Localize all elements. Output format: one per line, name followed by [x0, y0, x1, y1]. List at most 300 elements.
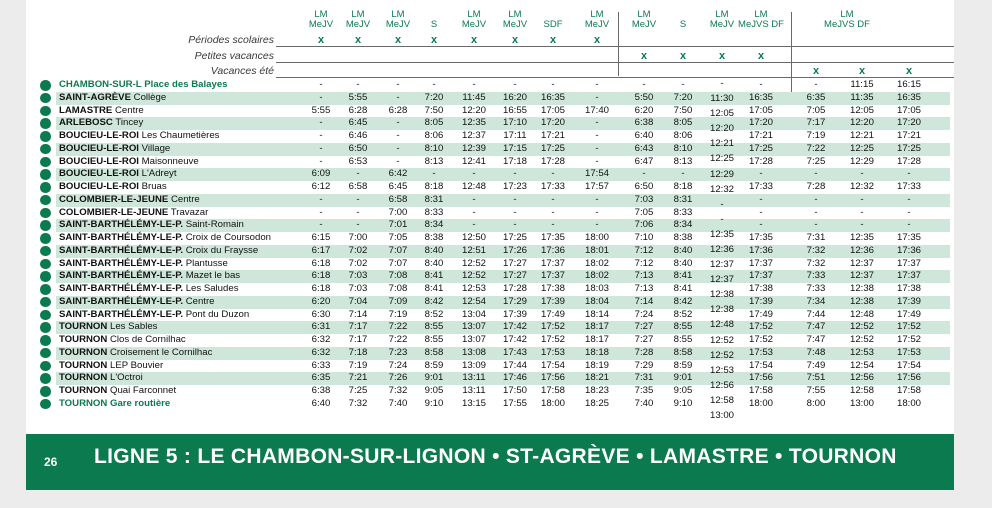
time-cell-offset: 12:21: [709, 138, 734, 150]
time-cell: 12:35: [849, 232, 874, 243]
time-cell: 17:35: [540, 232, 565, 243]
column-header-line: MeJV: [308, 18, 334, 30]
time-cell: 6:35: [806, 91, 826, 103]
time-cell: 7:32: [388, 385, 408, 396]
time-cell: 7:24: [388, 359, 408, 371]
time-cell: 7:03: [348, 283, 368, 294]
time-cell: 9:10: [424, 397, 444, 409]
time-cell: 17:36: [748, 244, 773, 256]
time-cell: 12:35: [461, 117, 486, 129]
column-header-line: LM: [637, 9, 651, 20]
time-cell: 7:26: [388, 372, 408, 384]
time-cell: 7:03: [634, 193, 654, 205]
time-cell-offset: 12:52: [709, 334, 734, 346]
stop-name: [59, 207, 208, 220]
time-cell: 7:25: [806, 155, 826, 167]
time-cell: -: [472, 193, 476, 205]
stop-place: Mazet le bas: [185, 270, 241, 282]
time-cell: 6:28: [388, 104, 408, 116]
stop-bullet-icon: [40, 386, 51, 397]
stop-name: [59, 398, 170, 411]
time-cell: 7:08: [388, 283, 408, 294]
time-cell: -: [814, 219, 818, 231]
stop-bullet-icon: [40, 246, 51, 257]
stop-name: [59, 270, 240, 283]
stop-name: [59, 372, 143, 385]
stop-row: [26, 105, 954, 118]
stop-bullet-icon: [40, 80, 51, 91]
stop-town: BOUCIEU-LE-ROI: [59, 168, 139, 180]
stop-town: CHAMBON-SUR-L: [59, 79, 142, 90]
stop-name: [59, 258, 228, 271]
time-cell-offset: 12:58: [709, 394, 734, 406]
time-cell-offset: 12:36: [709, 244, 734, 255]
stop-bullet-icon: [40, 335, 51, 346]
stop-row: [26, 258, 954, 271]
time-cell: -: [319, 91, 323, 103]
stop-place: L'Adreyt: [141, 168, 177, 180]
time-cell: 6:50: [348, 142, 368, 154]
column-header-13: [817, 10, 877, 32]
stop-place: Croix du Fraysse: [185, 244, 259, 256]
time-cell: 7:50: [673, 104, 693, 116]
stop-name: [59, 360, 163, 373]
time-cell: 7:28: [806, 181, 826, 192]
time-cell: -: [551, 79, 555, 90]
stop-bullet-icon: [40, 259, 51, 270]
time-cell: 7:33: [806, 270, 826, 282]
stop-place: Croisement le Cornilhac: [110, 346, 213, 358]
time-cell: -: [595, 130, 599, 141]
time-cell: 12:37: [461, 130, 486, 141]
time-cell: 12:38: [849, 283, 874, 294]
time-cell: 17:37: [748, 270, 773, 282]
time-cell: -: [319, 142, 323, 154]
time-cell: 7:24: [634, 308, 654, 320]
time-cell: 13:11: [462, 372, 486, 384]
time-cell: -: [595, 79, 599, 90]
time-cell: 17:18: [502, 155, 527, 167]
stop-place: Maisonneuve: [141, 155, 199, 167]
time-cell: -: [356, 193, 360, 205]
stop-row: [26, 168, 954, 181]
time-cell: 7:05: [806, 104, 826, 116]
time-cell: 12:25: [849, 142, 874, 154]
time-cell: 7:00: [348, 232, 368, 243]
line-title: LIGNE 5 : LE CHAMBON-SUR-LIGNON • ST-AGRÈVE • LAMASTRE • TOURNON: [94, 445, 897, 468]
time-cell: -: [356, 79, 360, 90]
time-cell: 7:25: [348, 385, 368, 396]
time-cell: 16:35: [896, 91, 921, 103]
stop-place: Plantusse: [185, 257, 228, 269]
time-cell: 17:33: [896, 181, 921, 192]
time-cell: 7:31: [634, 372, 654, 384]
time-cell: 13:04: [461, 308, 486, 320]
time-cell-offset: 12:38: [709, 289, 734, 301]
time-cell: -: [595, 117, 599, 129]
time-cell: 7:50: [424, 104, 444, 116]
time-cell: 18:00: [896, 397, 921, 409]
stop-name: [59, 219, 244, 232]
stop-place: Centre: [185, 295, 215, 307]
time-cell: 8:58: [424, 346, 444, 358]
time-cell: 6:15: [311, 232, 331, 243]
stop-place: LEP Bouvier: [110, 359, 164, 371]
time-cell: -: [396, 142, 400, 154]
time-cell-offset: 13:00: [709, 410, 734, 421]
time-cell: 17:25: [540, 142, 565, 154]
stop-place: Travazar: [170, 206, 209, 218]
time-cell: 18:21: [584, 372, 609, 384]
stop-bullet-icon: [40, 361, 51, 372]
time-cell: 18:00: [584, 232, 609, 243]
time-cell: 17:53: [748, 346, 773, 358]
stop-name: [59, 321, 157, 334]
time-cell: 13:15: [461, 397, 486, 409]
time-cell: 17:05: [748, 104, 773, 116]
time-cell: -: [513, 79, 517, 90]
stop-town: COLOMBIER-LE-JEUNE: [59, 193, 169, 205]
time-cell: 6:42: [388, 168, 408, 180]
stop-bullet-icon: [40, 271, 51, 282]
time-cell-offset: 12:35: [709, 228, 734, 240]
stop-place: Centre: [170, 193, 200, 205]
time-cell: 7:44: [806, 308, 826, 320]
stop-town: SAINT-BARTHÉLÉMY-LE-P.: [59, 219, 184, 231]
time-cell: 7:35: [634, 385, 654, 396]
stop-row: [26, 130, 954, 143]
column-header-line: SDF: [543, 19, 563, 30]
time-cell: 12:56: [849, 372, 874, 384]
time-cell: 6:32: [311, 334, 331, 345]
time-cell: 17:23: [502, 181, 527, 192]
time-cell: 6:31: [311, 321, 331, 333]
stop-name: [59, 334, 186, 347]
time-cell: -: [860, 168, 864, 180]
page-number: 26: [44, 455, 58, 469]
time-cell-offset: 12:56: [709, 379, 734, 391]
time-cell: 16:20: [502, 91, 527, 103]
stop-bullet-icon: [40, 297, 51, 308]
stop-name: [59, 105, 144, 118]
time-cell: 8:31: [673, 193, 693, 205]
time-cell: 8:41: [673, 270, 693, 282]
time-cell: 7:20: [673, 91, 693, 103]
time-cell: -: [396, 91, 400, 103]
time-cell: 17:56: [540, 372, 565, 384]
time-cell: -: [319, 206, 323, 218]
time-cell: 17:52: [540, 321, 565, 333]
stop-town: COLOMBIER-LE-JEUNE: [59, 206, 169, 218]
period-label-periodes: Périodes scolaires: [188, 34, 274, 46]
time-cell: 8:38: [673, 232, 693, 243]
stop-row: [26, 207, 954, 220]
time-cell: 17:20: [540, 117, 565, 129]
time-cell: -: [860, 219, 864, 231]
time-cell: 17:39: [540, 295, 565, 307]
stop-place: Village: [141, 142, 171, 154]
time-cell: 8:42: [673, 295, 693, 307]
time-cell: -: [472, 79, 476, 90]
time-cell: 6:30: [311, 308, 331, 320]
time-cell: -: [396, 155, 400, 167]
time-cell: 17:52: [896, 321, 921, 333]
time-cell: 12:20: [849, 117, 874, 129]
time-cell: 8:55: [424, 334, 444, 345]
time-cell: 17:44: [502, 359, 527, 371]
time-cell: 5:55: [348, 91, 368, 103]
time-cell: 7:33: [806, 283, 826, 294]
time-cell: -: [907, 168, 911, 180]
column-separator: [618, 12, 619, 76]
time-cell-offset: 11:30: [710, 93, 734, 105]
period-x-mark: x: [812, 65, 820, 77]
time-cell: 7:32: [806, 244, 826, 256]
column-header-line: LM: [467, 9, 481, 20]
time-cell: 6:58: [348, 181, 368, 192]
time-cell: -: [472, 168, 476, 180]
time-cell: 17:36: [540, 244, 565, 256]
period-x-mark: x: [679, 50, 687, 62]
stop-place: Saint-Romain: [185, 219, 244, 231]
time-cell: 6:09: [311, 168, 331, 180]
time-cell: -: [759, 168, 763, 180]
time-cell: 12:53: [849, 346, 874, 358]
time-cell: -: [595, 91, 599, 103]
stop-town: BOUCIEU-LE-ROI: [59, 130, 139, 141]
time-cell: -: [759, 219, 763, 231]
time-cell: 17:39: [896, 295, 921, 307]
time-cell: 16:35: [748, 91, 773, 103]
stop-row: [26, 270, 954, 283]
time-cell: 6:38: [311, 385, 331, 396]
column-header-line: MeJV: [584, 18, 610, 30]
time-cell: 17:57: [584, 181, 609, 192]
time-cell: 7:55: [806, 385, 826, 396]
time-cell: 17:55: [502, 397, 527, 409]
stop-name: [59, 385, 176, 398]
stop-row: [26, 143, 954, 156]
time-cell: 7:05: [634, 206, 654, 218]
time-cell: 6:18: [311, 283, 331, 294]
stop-town: BOUCIEU-LE-ROI: [59, 142, 139, 154]
column-header-line: MeJV: [385, 18, 411, 30]
time-cell: 9:01: [424, 372, 444, 384]
time-cell: -: [319, 130, 323, 141]
time-cell: 17:56: [748, 372, 773, 384]
stop-bullet-icon: [40, 373, 51, 384]
time-cell: 6:40: [634, 130, 654, 141]
time-cell: 8:55: [424, 321, 444, 333]
column-header-line: MeJV: [461, 18, 487, 30]
time-cell: -: [551, 206, 555, 218]
period-x-mark: x: [593, 34, 601, 46]
stop-name: [59, 168, 177, 181]
time-cell: -: [814, 206, 818, 218]
stop-town: TOURNON: [59, 385, 108, 396]
time-cell: 18:02: [584, 257, 609, 269]
time-cell: 6:40: [311, 397, 331, 409]
time-cell: 17:05: [896, 104, 921, 116]
time-cell: 6:12: [311, 181, 331, 192]
time-cell-offset: 12:53: [709, 364, 734, 376]
time-cell: 17:33: [748, 181, 773, 192]
time-cell: 16:15: [896, 79, 921, 90]
time-cell: -: [396, 130, 400, 141]
time-cell: -: [551, 168, 555, 180]
stop-name: [59, 347, 212, 360]
time-cell: 11:45: [462, 91, 486, 103]
time-cell: -: [319, 219, 323, 231]
stop-bullet-icon: [40, 144, 51, 155]
stop-name: [59, 143, 170, 156]
time-cell: 7:05: [388, 232, 408, 243]
stop-name: [59, 194, 200, 207]
time-cell: 7:04: [348, 295, 368, 307]
time-cell: 7:12: [634, 257, 654, 269]
time-cell: 12:53: [461, 283, 486, 294]
time-cell: 17:37: [540, 270, 565, 282]
time-cell: 17:52: [896, 334, 921, 345]
time-cell: 7:34: [806, 295, 826, 307]
stop-bullet-icon: [40, 322, 51, 333]
time-cell: 6:20: [634, 104, 654, 116]
time-cell: 6:45: [388, 181, 408, 192]
timetable-grid: [26, 0, 954, 434]
time-cell: 17:54: [748, 359, 773, 371]
header-rule: [276, 46, 954, 47]
period-x-mark: x: [549, 34, 557, 46]
time-cell: -: [472, 206, 476, 218]
time-cell: 17:28: [748, 155, 773, 167]
time-cell: 17:52: [748, 321, 773, 333]
time-cell: -: [907, 193, 911, 205]
period-x-mark: x: [511, 34, 519, 46]
time-cell: -: [595, 219, 599, 231]
time-cell-offset: 12:37: [709, 274, 734, 286]
stop-row: [26, 92, 954, 105]
time-cell: 17:21: [896, 130, 921, 141]
stop-name: [59, 92, 166, 105]
time-cell: 7:27: [634, 334, 654, 345]
stop-town: TOURNON: [59, 346, 108, 358]
time-cell: 8:40: [673, 257, 693, 269]
time-cell: -: [642, 168, 646, 180]
time-cell: 8:00: [806, 397, 826, 409]
time-cell-offset: -: [720, 198, 724, 210]
time-cell: 17:49: [540, 308, 565, 320]
time-cell: 17:56: [896, 372, 921, 384]
time-cell: 6:20: [311, 295, 331, 307]
stop-town: SAINT-AGRÈVE: [59, 91, 131, 103]
time-cell: 7:13: [634, 283, 654, 294]
time-cell-offset: 12:48: [709, 319, 734, 331]
time-cell: 17:11: [503, 130, 527, 141]
time-cell: 7:22: [388, 334, 408, 345]
time-cell: 17:38: [540, 283, 565, 294]
stop-town: BOUCIEU-LE-ROI: [59, 155, 139, 167]
stop-row: [26, 194, 954, 207]
time-cell: 13:09: [461, 359, 486, 371]
time-cell: 5:55: [311, 104, 331, 116]
time-cell-offset: 12:29: [709, 168, 734, 180]
time-cell: 8:33: [424, 206, 444, 218]
time-cell: 7:47: [806, 321, 826, 333]
stop-row: [26, 117, 954, 130]
time-cell: 17:39: [748, 295, 773, 307]
time-cell: 6:35: [311, 372, 331, 384]
time-cell: 12:54: [849, 359, 874, 371]
time-cell: 7:32: [348, 397, 368, 409]
stop-place: Croix de Coursodon: [185, 232, 272, 243]
time-cell-offset: 12:05: [709, 108, 734, 120]
stop-place: Collège: [133, 91, 167, 103]
time-cell: 6:45: [348, 117, 368, 129]
time-cell: 17:28: [896, 155, 921, 167]
time-cell: 8:58: [673, 346, 693, 358]
time-cell: -: [319, 155, 323, 167]
time-cell: 13:00: [849, 397, 874, 409]
time-cell: 7:19: [348, 359, 368, 371]
time-cell-offset: 12:38: [709, 304, 734, 316]
time-cell: 17:38: [748, 283, 773, 294]
column-header-12: [731, 10, 791, 32]
time-cell: 8:59: [424, 359, 444, 371]
time-cell: 17:25: [748, 142, 773, 154]
stop-town: TOURNON: [59, 334, 108, 345]
time-cell: 6:38: [634, 117, 654, 129]
stop-place: Gare routière: [110, 397, 171, 409]
stop-place: Quai Farconnet: [110, 385, 177, 396]
stop-name: [59, 181, 167, 194]
time-cell: -: [396, 117, 400, 129]
footer-banner: [26, 434, 954, 490]
time-cell: 7:00: [388, 206, 408, 218]
time-cell: 7:17: [348, 334, 368, 345]
time-cell: -: [356, 168, 360, 180]
time-cell: 11:35: [850, 91, 874, 103]
time-cell: 6:53: [348, 155, 368, 167]
time-cell: 8:40: [673, 244, 693, 256]
column-header-line: S: [679, 19, 687, 30]
time-cell: 7:23: [388, 346, 408, 358]
time-cell: -: [814, 193, 818, 205]
period-x-mark: x: [470, 34, 478, 46]
time-cell: 12:52: [849, 334, 874, 345]
stop-name: [59, 156, 199, 169]
time-cell: 7:40: [388, 397, 408, 409]
time-cell: 12:48: [849, 308, 874, 320]
time-cell: 12:38: [849, 295, 874, 307]
time-cell: 17:28: [502, 283, 527, 294]
period-x-mark: x: [394, 34, 402, 46]
time-cell: 7:09: [388, 295, 408, 307]
time-cell: 18:17: [584, 334, 609, 345]
time-cell: 18:17: [584, 321, 609, 333]
time-cell: 6:17: [311, 244, 331, 256]
time-cell: 18:01: [584, 244, 609, 256]
time-cell: 17:27: [502, 257, 527, 269]
time-cell: 12:32: [849, 181, 874, 192]
time-cell: 7:08: [388, 270, 408, 282]
time-cell-offset: -: [720, 78, 724, 89]
column-header-line: MeJV: [345, 18, 371, 30]
time-cell: 7:14: [634, 295, 654, 307]
stop-row: [26, 219, 954, 232]
column-header-line: LM: [840, 9, 854, 20]
time-cell: -: [513, 219, 517, 231]
time-cell: 6:50: [634, 181, 654, 192]
